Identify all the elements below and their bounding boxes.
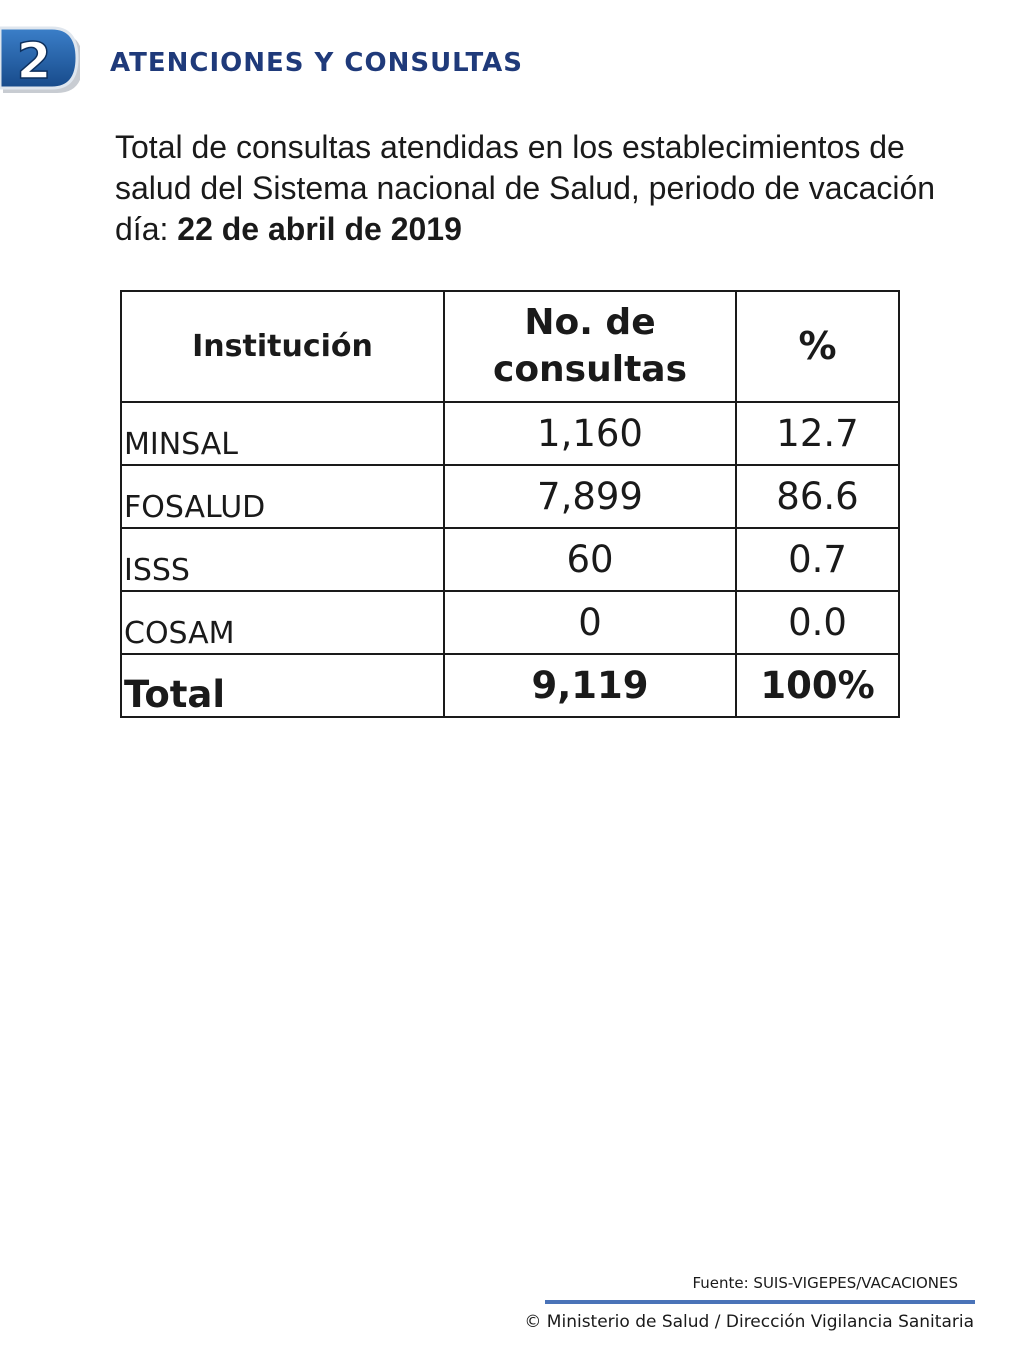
header-percent: % — [736, 291, 899, 402]
description-date: 22 de abril de 2019 — [177, 211, 462, 247]
source-note: Fuente: SUIS-VIGEPES/VACACIONES — [692, 1274, 958, 1292]
cell-consultations: 7,899 — [444, 465, 736, 528]
cell-consultations: 0 — [444, 591, 736, 654]
cell-percent: 86.6 — [736, 465, 899, 528]
description-text: Total de consultas atendidas en los establecimientos de salud del Sistema nacional de Salud, periodo de vacación día: — [115, 129, 936, 247]
cell-consultations: 60 — [444, 528, 736, 591]
table-header-row — [121, 291, 899, 402]
consultations-table — [120, 290, 900, 718]
section-title: ATENCIONES Y CONSULTAS — [110, 48, 524, 78]
cell-percent: 12.7 — [736, 402, 899, 465]
table-total-row — [121, 654, 899, 717]
description — [115, 127, 945, 250]
header-institution: Institución — [121, 291, 444, 402]
cell-institution: COSAM — [121, 591, 444, 654]
total-consultations: 9,119 — [444, 654, 736, 717]
cell-consultations: 1,160 — [444, 402, 736, 465]
total-label: Total — [121, 654, 444, 717]
table-row — [121, 465, 899, 528]
footer-divider — [545, 1300, 975, 1304]
cell-institution: FOSALUD — [121, 465, 444, 528]
section-number-badge — [0, 26, 80, 94]
cell-institution: ISSS — [121, 528, 444, 591]
table-row — [121, 402, 899, 465]
copyright-note: © Ministerio de Salud / Dirección Vigilancia Sanitaria — [524, 1312, 974, 1332]
total-percent: 100% — [736, 654, 899, 717]
cell-institution: MINSAL — [121, 402, 444, 465]
header-consultations: No. de consultas — [444, 291, 736, 402]
table-row — [121, 528, 899, 591]
cell-percent: 0.0 — [736, 591, 899, 654]
table-row — [121, 591, 899, 654]
cell-percent: 0.7 — [736, 528, 899, 591]
section-number: 2 — [16, 32, 52, 90]
